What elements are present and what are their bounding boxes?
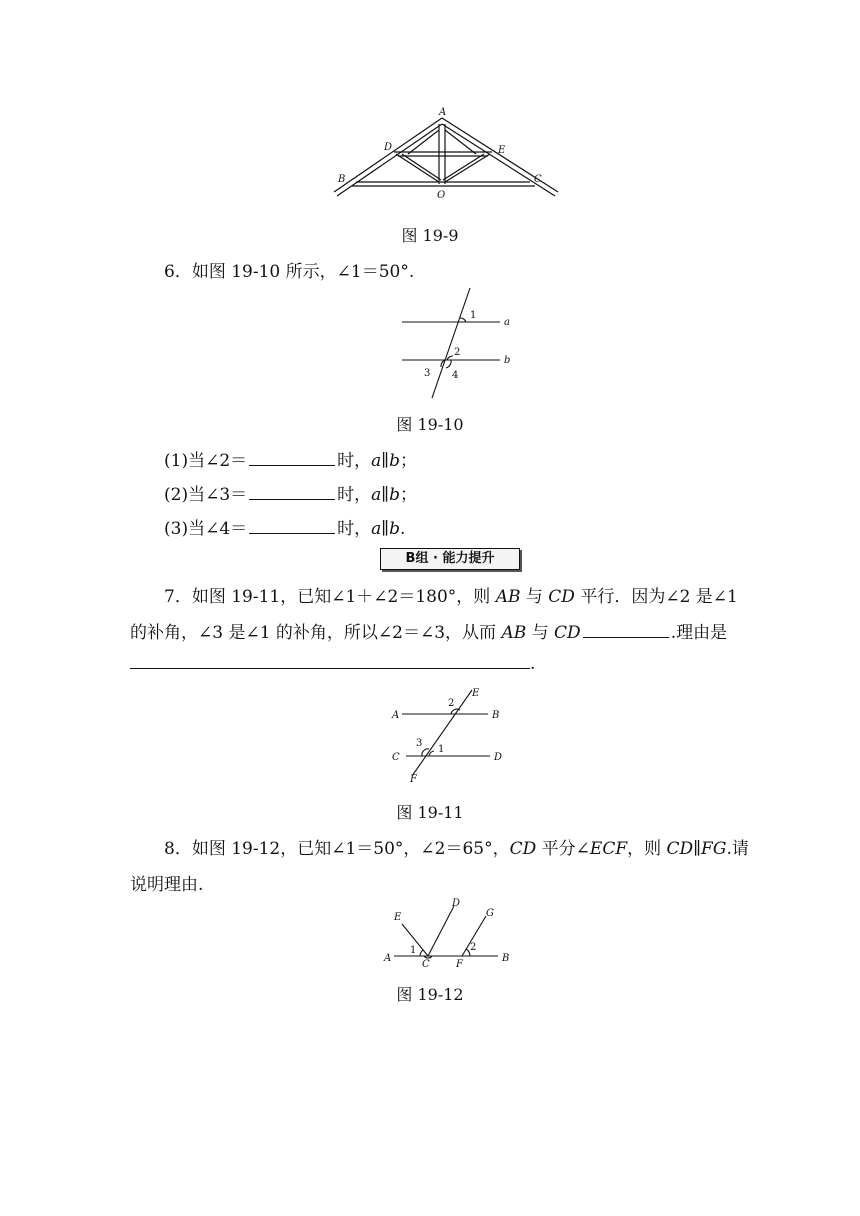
fig10-label-1: 1	[470, 310, 477, 321]
figure-19-9	[330, 104, 562, 204]
fig9-caption: 图 19-9	[401, 226, 459, 245]
fig10-label-2: 2	[454, 347, 461, 358]
fig12-label-F: F	[456, 959, 463, 970]
q8-line1	[164, 834, 749, 859]
q6-sub3-prefix: (3)当∠4＝	[164, 519, 248, 539]
fig11-label-A: A	[392, 710, 400, 721]
fig9-label-E: E	[498, 145, 506, 156]
fig12-label-2: 2	[470, 942, 477, 953]
q6-sub1-par: ∥	[381, 451, 390, 471]
q7-line2-ab: AB	[501, 623, 527, 643]
fig9-label-B: B	[338, 174, 346, 185]
fig10-caption: 图 19-10	[396, 415, 464, 434]
fig12-label-A: A	[384, 953, 392, 964]
q6-sub2-b: b	[389, 485, 401, 505]
q7-line2	[130, 618, 727, 643]
fig11-label-B: B	[492, 710, 500, 721]
q7-line1	[164, 582, 738, 607]
q6-sub2-a: a	[371, 485, 382, 505]
q6-sub1-end: ；	[400, 451, 418, 471]
fig11-label-F: F	[410, 774, 417, 784]
fig11-label-C: C	[392, 752, 400, 763]
q7-line1-a: 7．如图 19-11，已知∠1＋∠2＝180°，则	[164, 587, 496, 607]
q8-line1-b: 平分∠	[536, 839, 590, 859]
q6-sub3-end: .	[400, 519, 406, 539]
q8-line1-fg: FG	[701, 839, 727, 859]
q6-sub1-b: b	[389, 451, 401, 471]
fig9-label-O: O	[437, 190, 446, 201]
q6-sub1-prefix: (1)当∠2＝	[164, 451, 248, 471]
fig9-label-A: A	[439, 107, 447, 118]
q7-line2-c: .理由是	[670, 623, 728, 643]
q7-line2-a: 的补角，∠3 是∠1 的补角，所以∠2＝∠3，从而	[130, 623, 502, 643]
fig12-label-G: G	[486, 908, 494, 919]
q8-line2: 说明理由.	[130, 875, 204, 895]
fig10-label-a: a	[504, 317, 510, 328]
q7-line2-b: 与	[526, 623, 555, 643]
q6-sub1-blank[interactable]	[249, 449, 335, 466]
q6-sub2-par: ∥	[381, 485, 390, 505]
fig10-label-3: 3	[424, 368, 431, 379]
q6-sub2-end: ；	[400, 485, 418, 505]
fig11-caption: 图 19-11	[396, 803, 464, 822]
fig12-label-B: B	[502, 953, 510, 964]
q6-sub2-mid: 时，	[337, 485, 372, 505]
q8-line1-cd2: CD	[666, 839, 694, 859]
q6-sub3-a: a	[371, 519, 382, 539]
q8-line1-d: .请	[726, 839, 749, 859]
fig11-label-1: 1	[438, 744, 445, 755]
q7-line1-cd: CD	[548, 587, 575, 607]
fig12-label-1: 1	[410, 945, 417, 956]
fig9-label-D: D	[384, 142, 393, 153]
figure-19-12	[380, 896, 516, 972]
fig11-label-E: E	[472, 688, 480, 699]
q7-line1-ab: AB	[495, 587, 521, 607]
q7-line1-c: 平行．因为∠2 是∠1	[574, 587, 738, 607]
q6-stem: 6．如图 19-10 所示，∠1＝50°.	[164, 262, 415, 282]
q7-line3-end: .	[530, 654, 536, 674]
q6-sub3-b: b	[389, 519, 401, 539]
q7-blank-1[interactable]	[583, 621, 669, 638]
q6-sub2-blank[interactable]	[249, 483, 335, 500]
q6-sub1-a: a	[371, 451, 382, 471]
q7-line3	[130, 652, 535, 674]
q6-sub2	[164, 480, 417, 505]
fig10-label-b: b	[504, 355, 511, 366]
fig12-label-D: D	[452, 898, 461, 909]
q8-line1-cd: CD	[509, 839, 537, 859]
q6-sub2-prefix: (2)当∠3＝	[164, 485, 248, 505]
fig11-label-D: D	[494, 752, 503, 763]
fig9-label-C: C	[534, 174, 542, 185]
q7-line2-cd: CD	[554, 623, 581, 643]
section-badge-b: B组 · 能力提升	[380, 548, 520, 570]
q8-line1-a: 8．如图 19-12，已知∠1＝50°，∠2＝65°，	[164, 839, 510, 859]
fig12-label-E: E	[394, 912, 402, 923]
q6-sub1	[164, 446, 417, 471]
q8-line1-par: ∥	[693, 839, 702, 859]
figure-19-10	[398, 284, 518, 404]
q7-line1-b: 与	[520, 587, 549, 607]
q6-sub3	[164, 514, 405, 539]
q7-blank-2[interactable]	[130, 652, 530, 669]
fig12-caption: 图 19-12	[396, 985, 464, 1004]
q8-line1-c: ，则	[627, 839, 667, 859]
q6-sub1-mid: 时，	[337, 451, 372, 471]
q8-line1-ecf: ECF	[589, 839, 628, 859]
fig12-label-C: C	[422, 959, 430, 970]
q6-sub3-mid: 时，	[337, 519, 372, 539]
q6-sub3-blank[interactable]	[249, 517, 335, 534]
fig11-label-2: 2	[448, 698, 455, 709]
figure-19-11	[386, 684, 516, 784]
fig11-label-3: 3	[416, 738, 423, 749]
fig10-label-4: 4	[452, 370, 459, 381]
q6-sub3-par: ∥	[381, 519, 390, 539]
